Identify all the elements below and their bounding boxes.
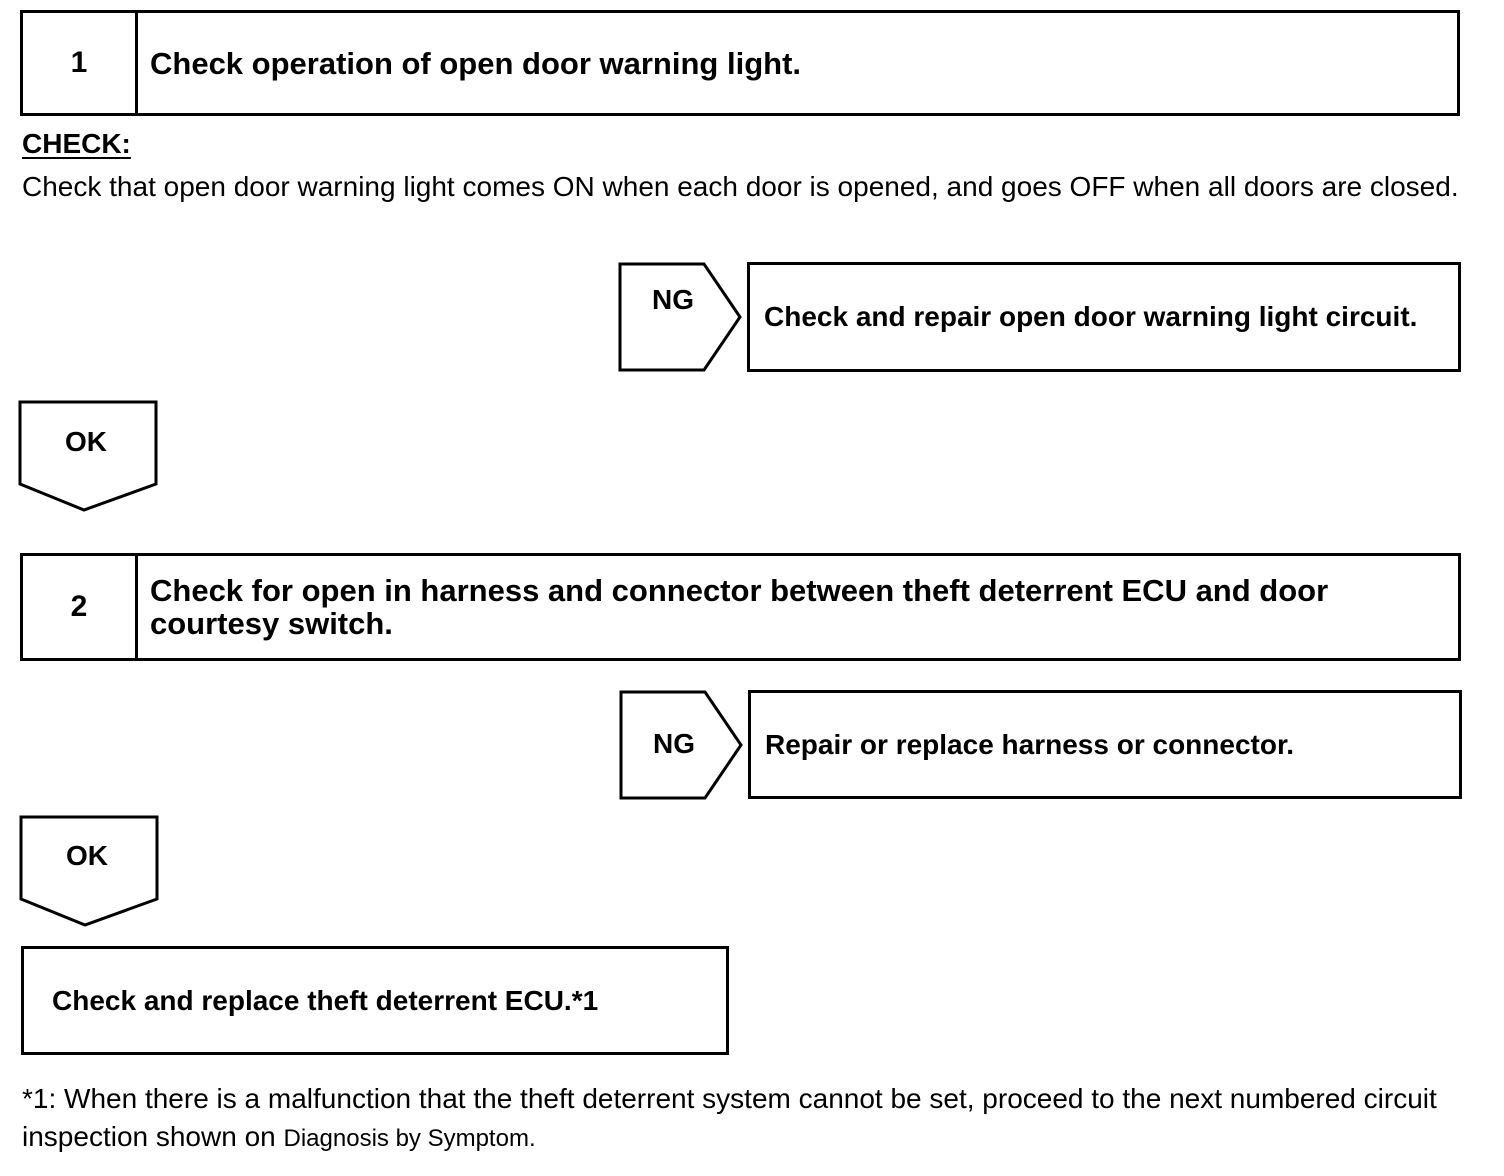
- ng-arrow-1: [618, 262, 744, 372]
- ng-result-1: Check and repair open door warning light circuit.: [747, 262, 1461, 372]
- ok-arrow-2: [19, 815, 161, 929]
- footnote-end: .: [528, 1125, 536, 1152]
- ok-label-1: OK: [65, 426, 107, 457]
- step-2-box: [20, 553, 1461, 661]
- ng-label-1: NG: [652, 284, 694, 315]
- final-action-box: Check and replace theft deterrent ECU.*1: [21, 946, 729, 1055]
- step-2-number: 2: [23, 556, 138, 658]
- ng-result-2: Repair or replace harness or connector.: [748, 690, 1462, 799]
- footnote-text: *1: When there is a malfunction that the theft deterrent system cannot be set, proceed to the next numbered circuit inspection shown on: [22, 1083, 1437, 1152]
- check-heading: CHECK:: [22, 128, 131, 159]
- ng-label-2: NG: [653, 728, 695, 759]
- footnote: [22, 1080, 1472, 1158]
- step-1-number: 1: [23, 13, 138, 113]
- step-1-box: [20, 10, 1460, 116]
- footnote-reference: Diagnosis by Symptom: [283, 1125, 529, 1152]
- step-1-title: Check operation of open door warning light.: [150, 45, 801, 81]
- ok-label-2: OK: [66, 840, 108, 871]
- check-instructions: Check that open door warning light comes ON when each door is opened, and goes OFF when all doors are closed.: [22, 171, 1459, 202]
- step-2-title: Check for open in harness and connector between theft deterrent ECU and door courtesy switch.: [150, 573, 1329, 641]
